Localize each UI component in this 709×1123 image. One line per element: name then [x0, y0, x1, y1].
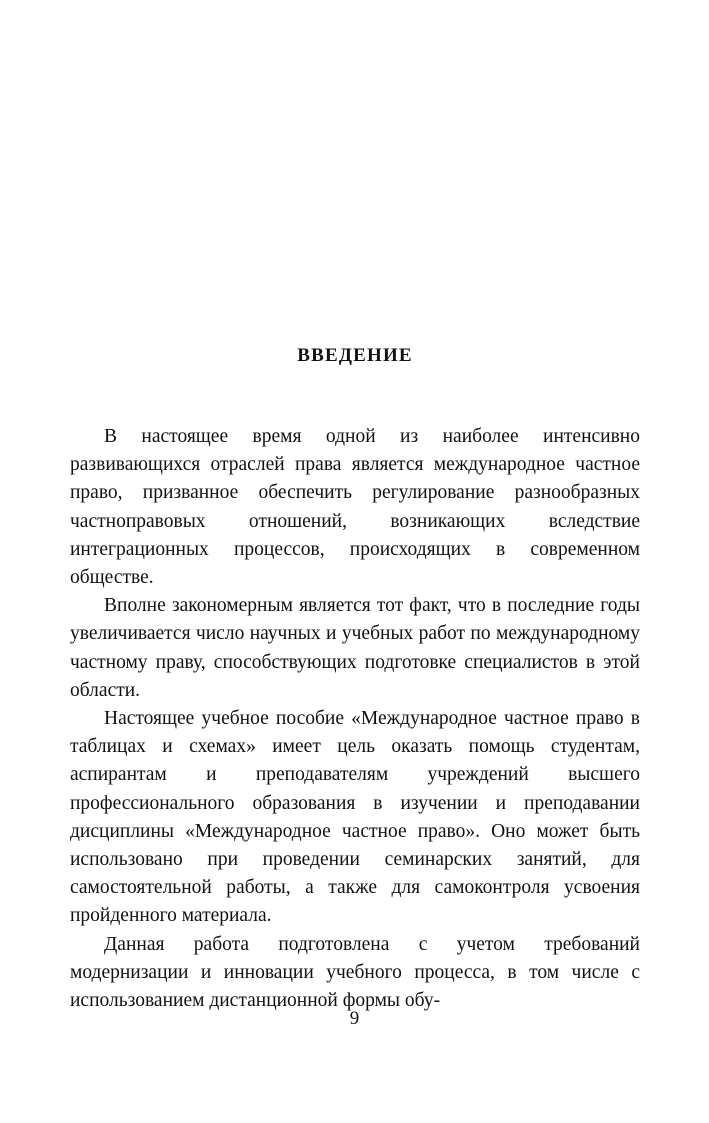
paragraph: В настоящее время одной из наиболее интенсивно развивающихся отраслей права является международное частное право, призванное обеспечить регулирование разнообразных частноправовых отношений, возникающих вследствие интеграционных процессов, происходящих в современном обществе.: [70, 426, 640, 589]
paragraph: Настоящее учебное пособие «Международное частное право в таблицах и схемах» имеет цель оказать помощь студентам, аспирантам и преподавателям учреждений высшего профессионального образования в изучении и преподавании дисциплины «Международное частное право». Оно может быть использовано при проведении семинарских занятий, для самостоятельной работы, а также для самоконтроля усвоения пройденного материала.: [70, 708, 640, 927]
paragraph: Вполне закономерным является тот факт, что в последние годы увеличивается число научных и учебных работ по международному частному праву, способствующих подготовке специалистов в этой области.: [70, 595, 640, 701]
page-content: [70, 345, 640, 1015]
body-text: [70, 423, 640, 1015]
chapter-title: ВВЕДЕНИЕ: [297, 345, 413, 366]
paragraph: Данная работа подготовлена с учетом требований модернизации и инновации учебного процесса, в том числе с использованием дистанционной формы обу-: [70, 933, 640, 1012]
page-number: 9: [349, 1008, 360, 1029]
